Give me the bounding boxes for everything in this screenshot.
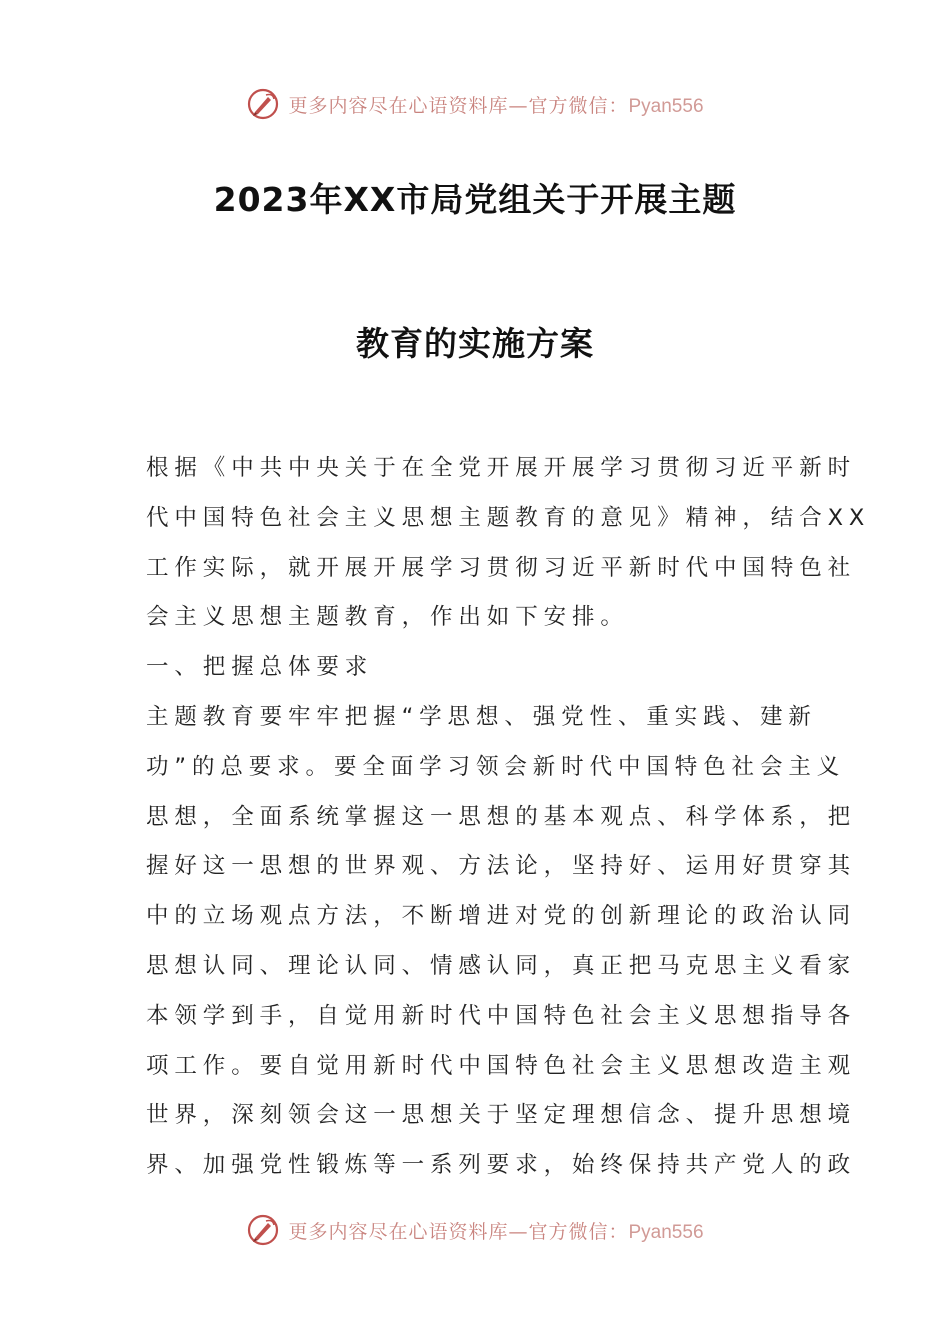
body-line: 中的立场观点方法，不断增进对党的创新理论的政治认同	[146, 903, 857, 930]
document-title-line-2: 教育的实施方案	[356, 324, 594, 363]
body-line: 思想，全面系统掌握这一思想的基本观点、科学体系，把	[146, 803, 857, 830]
pen-logo-icon	[246, 1213, 280, 1247]
wechat-id: Pyan556	[628, 1221, 704, 1243]
body-line: 主题教育要牢牢把握“学思想、强党性、重实践、建新	[146, 703, 817, 730]
pen-logo-icon	[246, 87, 280, 121]
body-line: 项工作。要自觉用新时代中国特色社会主义思想改造主观	[146, 1052, 857, 1079]
body-line: 根据《中共中央关于在全党开展开展学习贯彻习近平新时	[146, 455, 857, 481]
body-line: 思想认同、理论认同、情感认同，真正把马克思主义看家	[146, 952, 857, 979]
body-line: 握好这一思想的世界观、方法论，坚持好、运用好贯穿其	[146, 853, 857, 880]
watermark-text	[288, 1217, 703, 1244]
body-line: 代中国特色社会主义思想主题教育的意见》精神，结合XX	[146, 504, 871, 531]
wechat-id: Pyan556	[628, 95, 704, 117]
document-title-line-1: 2023年XX市局党组关于开展主题	[213, 180, 737, 219]
body-line: 工作实际，就开展开展学习贯彻习近平新时代中国特色社	[146, 554, 857, 581]
watermark-label: 更多内容尽在心语资料库—官方微信：	[288, 94, 629, 117]
watermark-text	[288, 91, 703, 118]
watermark-label: 更多内容尽在心语资料库—官方微信：	[288, 1220, 629, 1243]
body-line: 会主义思想主题教育，作出如下安排。	[146, 604, 629, 631]
body-line: 世界，深刻领会这一思想关于坚定理想信念、提升思想境	[146, 1102, 857, 1129]
body-line: 本领学到手，自觉用新时代中国特色社会主义思想指导各	[146, 1002, 857, 1029]
footer-watermark	[0, 1208, 950, 1252]
section-heading: 一、把握总体要求	[146, 654, 374, 681]
header-watermark	[0, 82, 950, 126]
body-line: 功”的总要求。要全面学习领会新时代中国特色社会主义	[146, 753, 846, 780]
body-line: 界、加强党性锻炼等一系列要求，始终保持共产党人的政	[146, 1152, 857, 1179]
document-body	[146, 444, 871, 1191]
